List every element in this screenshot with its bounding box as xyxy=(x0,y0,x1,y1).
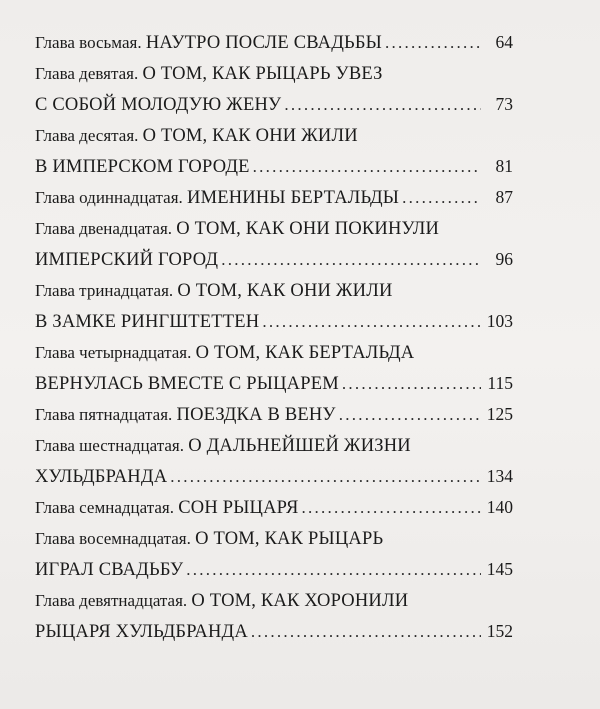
toc-entry xyxy=(35,492,513,523)
toc-entry xyxy=(35,585,513,647)
chapter-label: Глава восьмая. xyxy=(35,33,142,52)
toc-line-text xyxy=(35,368,339,400)
toc-line xyxy=(35,306,513,337)
toc-line-text xyxy=(35,89,281,121)
page-number: 145 xyxy=(486,559,513,579)
chapter-title: ПОЕЗДКА В ВЕНУ xyxy=(176,405,336,425)
toc-line xyxy=(35,182,513,213)
toc-line-text xyxy=(35,182,399,214)
chapter-title: РЫЦАРЯ ХУЛЬДБРАНДА xyxy=(35,622,248,642)
toc-line xyxy=(35,337,513,368)
toc-entry xyxy=(35,58,513,120)
toc-entry xyxy=(35,275,513,337)
chapter-title: ИГРАЛ СВАДЬБУ xyxy=(35,560,184,580)
toc-line xyxy=(35,27,513,58)
dot-leader xyxy=(262,306,481,337)
toc-entry xyxy=(35,399,513,430)
toc-line-text xyxy=(35,27,382,59)
page-number: 103 xyxy=(486,311,513,331)
toc-line-text xyxy=(35,213,439,245)
toc-line-text xyxy=(35,523,383,555)
toc-entry xyxy=(35,523,513,585)
dot-leader xyxy=(221,244,481,275)
chapter-label: Глава девятая. xyxy=(35,64,139,83)
dot-leader xyxy=(253,151,481,182)
chapter-label: Глава десятая. xyxy=(35,126,139,145)
toc-line-text xyxy=(35,585,408,617)
toc-line-text xyxy=(35,244,218,276)
page-number: 81 xyxy=(495,156,513,176)
toc-line xyxy=(35,213,513,244)
chapter-title: О ТОМ, КАК ХОРОНИЛИ xyxy=(191,591,409,611)
toc-line xyxy=(35,58,513,89)
toc-line xyxy=(35,275,513,306)
toc-line-text xyxy=(35,275,393,307)
chapter-title: НАУТРО ПОСЛЕ СВАДЬБЫ xyxy=(145,33,382,53)
toc-line xyxy=(35,120,513,151)
chapter-label: Глава семнадцатая. xyxy=(35,498,174,517)
chapter-title: В ЗАМКЕ РИНГШТЕТТЕН xyxy=(35,312,260,332)
chapter-title: О ТОМ, КАК БЕРТАЛЬДА xyxy=(195,343,415,363)
page-number: 152 xyxy=(486,621,513,641)
toc-line xyxy=(35,616,513,647)
chapter-title: В ИМПЕРСКОМ ГОРОДЕ xyxy=(35,157,250,177)
chapter-title: О ТОМ, КАК РЫЦАРЬ xyxy=(195,529,384,549)
toc-line xyxy=(35,368,513,399)
table-of-contents xyxy=(35,27,513,647)
dot-leader xyxy=(339,399,481,430)
chapter-title: О ТОМ, КАК ОНИ ЖИЛИ xyxy=(142,126,358,146)
toc-line-text xyxy=(35,399,336,431)
dot-leader xyxy=(402,182,481,213)
chapter-label: Глава тринадцатая. xyxy=(35,281,174,300)
chapter-label: Глава шестнадцатая. xyxy=(35,436,184,455)
toc-entry xyxy=(35,430,513,492)
toc-line xyxy=(35,244,513,275)
toc-entry xyxy=(35,213,513,275)
toc-line xyxy=(35,430,513,461)
page-number: 96 xyxy=(495,249,513,269)
chapter-label: Глава девятнадцатая. xyxy=(35,591,188,610)
dot-leader xyxy=(170,461,481,492)
toc-entry xyxy=(35,182,513,213)
toc-entry xyxy=(35,120,513,182)
chapter-title: С СОБОЙ МОЛОДУЮ ЖЕНУ xyxy=(35,95,282,115)
dot-leader xyxy=(284,89,481,120)
chapter-title: ХУЛЬДБРАНДА xyxy=(35,467,168,487)
toc-line xyxy=(35,492,513,523)
page-number: 125 xyxy=(486,404,513,424)
chapter-title: СОН РЫЦАРЯ xyxy=(178,498,299,518)
page-number: 64 xyxy=(495,32,513,52)
toc-line-text xyxy=(35,120,358,152)
chapter-title: ИМПЕРСКИЙ ГОРОД xyxy=(35,250,219,270)
page-number: 134 xyxy=(486,466,513,486)
chapter-title: О ТОМ, КАК РЫЦАРЬ УВЕЗ xyxy=(142,64,383,84)
chapter-title: О ТОМ, КАК ОНИ ЖИЛИ xyxy=(177,281,393,301)
dot-leader xyxy=(385,27,481,58)
toc-line xyxy=(35,585,513,616)
toc-line xyxy=(35,89,513,120)
toc-line-text xyxy=(35,616,248,648)
toc-line xyxy=(35,399,513,430)
chapter-label: Глава четырнадцатая. xyxy=(35,343,192,362)
toc-entry xyxy=(35,337,513,399)
toc-line-text xyxy=(35,306,259,338)
dot-leader xyxy=(251,616,481,647)
toc-line-text xyxy=(35,337,414,369)
toc-line-text xyxy=(35,58,383,90)
toc-line-text xyxy=(35,461,167,493)
dot-leader xyxy=(302,492,481,523)
chapter-title: ИМЕНИНЫ БЕРТАЛЬДЫ xyxy=(187,188,400,208)
page-number: 73 xyxy=(495,94,513,114)
toc-line xyxy=(35,554,513,585)
page-number: 87 xyxy=(495,187,513,207)
toc-entry xyxy=(35,27,513,58)
toc-line xyxy=(35,151,513,182)
chapter-label: Глава восемнадцатая. xyxy=(35,529,191,548)
toc-line-text xyxy=(35,554,183,586)
page-number: 115 xyxy=(487,373,513,393)
chapter-title: О ДАЛЬНЕЙШЕЙ ЖИЗНИ xyxy=(188,436,411,456)
chapter-label: Глава пятнадцатая. xyxy=(35,405,173,424)
toc-line-text xyxy=(35,492,299,524)
toc-line xyxy=(35,523,513,554)
chapter-label: Глава одиннадцатая. xyxy=(35,188,183,207)
dot-leader xyxy=(342,368,481,399)
toc-line xyxy=(35,461,513,492)
dot-leader xyxy=(186,554,481,585)
chapter-label: Глава двенадцатая. xyxy=(35,219,173,238)
chapter-title: ВЕРНУЛАСЬ ВМЕСТЕ С РЫЦАРЕМ xyxy=(35,374,339,394)
toc-line-text xyxy=(35,151,250,183)
page-number: 140 xyxy=(486,497,513,517)
chapter-title: О ТОМ, КАК ОНИ ПОКИНУЛИ xyxy=(176,219,440,239)
toc-line-text xyxy=(35,430,411,462)
